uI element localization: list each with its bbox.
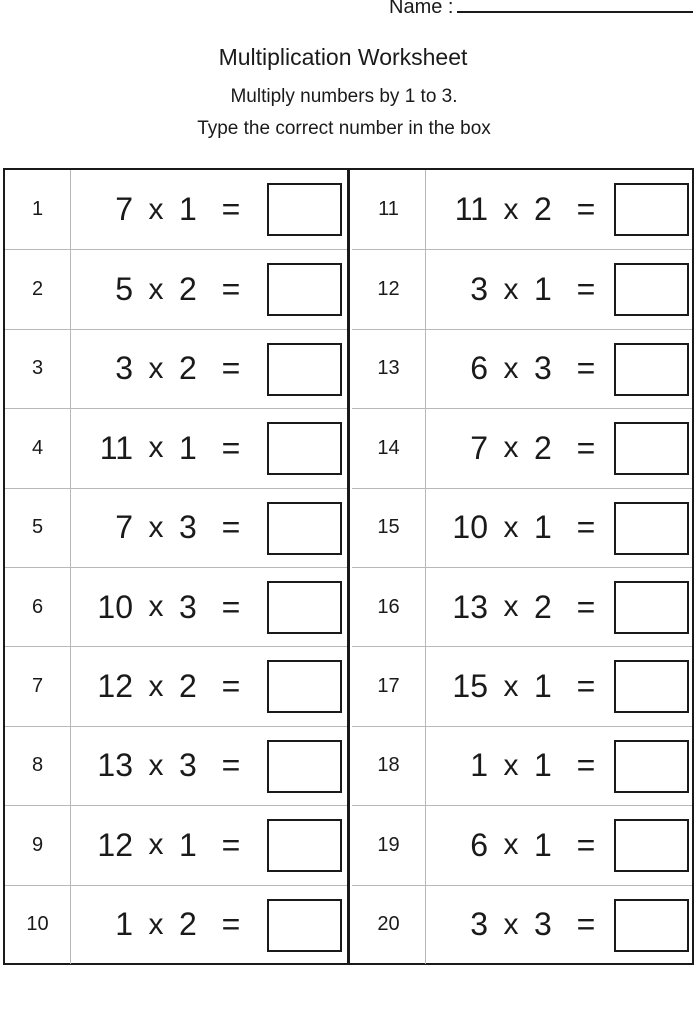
problem-row — [352, 488, 692, 567]
name-field — [389, 0, 693, 19]
problem-row — [5, 408, 349, 487]
answer-input[interactable] — [267, 740, 342, 793]
multiply-sign: x — [503, 272, 519, 306]
equals-sign: = — [576, 668, 596, 705]
multiply-sign: x — [503, 510, 519, 544]
multiply-sign: x — [148, 272, 164, 306]
answer-input[interactable] — [614, 263, 689, 316]
equals-sign: = — [221, 350, 241, 387]
multiplier: 2 — [179, 906, 197, 943]
problem-row — [352, 805, 692, 884]
problem-number: 17 — [352, 647, 426, 725]
problem-expression — [71, 806, 259, 884]
multiplicand: 6 — [470, 826, 488, 863]
problem-number: 19 — [352, 806, 426, 884]
answer-input[interactable] — [614, 819, 689, 872]
equals-sign: = — [576, 826, 596, 863]
multiply-sign: x — [503, 431, 519, 465]
problem-expression — [426, 886, 610, 964]
answer-input[interactable] — [267, 263, 342, 316]
problem-number: 20 — [352, 886, 426, 964]
problem-number: 10 — [5, 886, 71, 964]
multiplicand: 12 — [97, 668, 133, 705]
problem-number: 8 — [5, 727, 71, 805]
multiply-sign: x — [503, 351, 519, 385]
problem-row — [352, 646, 692, 725]
multiplicand: 13 — [452, 588, 488, 625]
column-divider — [347, 168, 350, 965]
multiplicand: 11 — [99, 429, 133, 466]
multiplicand: 1 — [470, 747, 488, 784]
problem-number: 12 — [352, 250, 426, 328]
answer-input[interactable] — [267, 343, 342, 396]
answer-input[interactable] — [267, 819, 342, 872]
problem-row — [5, 726, 349, 805]
problem-number: 13 — [352, 330, 426, 408]
problem-number: 1 — [5, 170, 71, 249]
multiplier: 3 — [179, 509, 197, 546]
equals-sign: = — [221, 429, 241, 466]
equals-sign: = — [221, 588, 241, 625]
multiply-sign: x — [503, 192, 519, 226]
problem-row — [5, 646, 349, 725]
multiplier: 1 — [534, 826, 552, 863]
equals-sign: = — [221, 191, 241, 228]
problem-expression — [426, 170, 610, 249]
problem-row — [352, 885, 692, 964]
problem-row — [5, 329, 349, 408]
problem-row — [5, 885, 349, 964]
answer-input[interactable] — [614, 422, 689, 475]
problem-row — [5, 488, 349, 567]
multiplier: 2 — [179, 350, 197, 387]
answer-input[interactable] — [614, 581, 689, 634]
multiply-sign: x — [148, 192, 164, 226]
equals-sign: = — [576, 271, 596, 308]
equals-sign: = — [576, 429, 596, 466]
multiplicand: 12 — [97, 826, 133, 863]
problem-expression — [71, 886, 259, 964]
multiply-sign: x — [148, 590, 164, 624]
multiply-sign: x — [503, 828, 519, 862]
problem-expression — [426, 250, 610, 328]
multiplier: 1 — [534, 668, 552, 705]
instructions-line-2: Type the correct number in the box — [197, 118, 491, 139]
problem-expression — [71, 409, 259, 487]
multiplier: 3 — [179, 588, 197, 625]
answer-input[interactable] — [267, 183, 342, 236]
problem-number: 2 — [5, 250, 71, 328]
multiplicand: 3 — [115, 350, 133, 387]
multiplier: 2 — [534, 588, 552, 625]
problem-row — [5, 249, 349, 328]
multiply-sign: x — [148, 431, 164, 465]
multiplicand: 7 — [470, 429, 488, 466]
multiply-sign: x — [503, 669, 519, 703]
answer-input[interactable] — [614, 343, 689, 396]
name-label: Name : — [389, 0, 454, 18]
problem-row — [352, 408, 692, 487]
problem-number: 16 — [352, 568, 426, 646]
multiplicand: 3 — [470, 906, 488, 943]
problem-number: 7 — [5, 647, 71, 725]
equals-sign: = — [576, 350, 596, 387]
problem-expression — [71, 489, 259, 567]
problem-number: 18 — [352, 727, 426, 805]
multiply-sign: x — [148, 510, 164, 544]
answer-input[interactable] — [267, 899, 342, 952]
problem-expression — [426, 727, 610, 805]
equals-sign: = — [221, 747, 241, 784]
multiplier: 1 — [534, 747, 552, 784]
answer-input[interactable] — [614, 502, 689, 555]
problem-expression — [426, 489, 610, 567]
answer-input[interactable] — [614, 183, 689, 236]
multiply-sign: x — [148, 828, 164, 862]
multiply-sign: x — [503, 748, 519, 782]
problem-number: 6 — [5, 568, 71, 646]
problem-row — [5, 170, 349, 249]
problem-row — [352, 329, 692, 408]
multiplier: 2 — [534, 429, 552, 466]
problem-expression — [71, 250, 259, 328]
multiply-sign: x — [148, 669, 164, 703]
problem-number: 9 — [5, 806, 71, 884]
problem-expression — [71, 568, 259, 646]
problem-row — [5, 567, 349, 646]
answer-input[interactable] — [614, 740, 689, 793]
multiplicand: 13 — [97, 747, 133, 784]
multiply-sign: x — [503, 590, 519, 624]
problem-expression — [426, 330, 610, 408]
equals-sign: = — [221, 906, 241, 943]
problem-expression — [71, 727, 259, 805]
problem-number: 14 — [352, 409, 426, 487]
problem-row — [5, 805, 349, 884]
problem-number: 3 — [5, 330, 71, 408]
problem-expression — [71, 647, 259, 725]
equals-sign: = — [221, 271, 241, 308]
problem-number: 4 — [5, 409, 71, 487]
problem-row — [352, 249, 692, 328]
multiply-sign: x — [148, 748, 164, 782]
problem-expression — [426, 647, 610, 725]
problem-number: 15 — [352, 489, 426, 567]
multiplier: 3 — [534, 906, 552, 943]
problem-row — [352, 726, 692, 805]
answer-input[interactable] — [267, 502, 342, 555]
problem-expression — [71, 170, 259, 249]
problem-expression — [426, 568, 610, 646]
multiplicand: 10 — [452, 509, 488, 546]
multiplicand: 10 — [97, 588, 133, 625]
multiplicand: 7 — [115, 509, 133, 546]
name-line[interactable] — [457, 11, 693, 13]
multiplier: 2 — [534, 191, 552, 228]
multiplier: 1 — [179, 429, 197, 466]
equals-sign: = — [576, 588, 596, 625]
answer-input[interactable] — [614, 899, 689, 952]
multiplicand: 3 — [470, 271, 488, 308]
multiplicand: 11 — [454, 191, 488, 228]
multiplier: 1 — [179, 826, 197, 863]
multiply-sign: x — [503, 907, 519, 941]
answer-input[interactable] — [267, 581, 342, 634]
equals-sign: = — [576, 747, 596, 784]
equals-sign: = — [576, 191, 596, 228]
equals-sign: = — [221, 826, 241, 863]
answer-input[interactable] — [267, 660, 342, 713]
multiplicand: 6 — [470, 350, 488, 387]
multiplicand: 7 — [115, 191, 133, 228]
multiply-sign: x — [148, 907, 164, 941]
multiplier: 2 — [179, 668, 197, 705]
answer-input[interactable] — [267, 422, 342, 475]
multiplier: 2 — [179, 271, 197, 308]
worksheet-title: Multiplication Worksheet — [218, 44, 468, 70]
multiplier: 3 — [534, 350, 552, 387]
multiplicand: 1 — [115, 906, 133, 943]
problem-expression — [426, 409, 610, 487]
equals-sign: = — [576, 906, 596, 943]
problem-number: 5 — [5, 489, 71, 567]
instructions-line-1: Multiply numbers by 1 to 3. — [230, 86, 458, 107]
answer-input[interactable] — [614, 660, 689, 713]
problem-number: 11 — [352, 170, 426, 249]
multiply-sign: x — [148, 351, 164, 385]
equals-sign: = — [576, 509, 596, 546]
problem-column-right — [352, 170, 692, 963]
equals-sign: = — [221, 668, 241, 705]
problem-column-left — [5, 170, 349, 963]
multiplier: 1 — [179, 191, 197, 228]
multiplicand: 15 — [452, 668, 488, 705]
problem-row — [352, 567, 692, 646]
problem-expression — [426, 806, 610, 884]
multiplicand: 5 — [115, 271, 133, 308]
multiplier: 1 — [534, 509, 552, 546]
problem-expression — [71, 330, 259, 408]
problem-row — [352, 170, 692, 249]
multiplier: 3 — [179, 747, 197, 784]
equals-sign: = — [221, 509, 241, 546]
multiplier: 1 — [534, 271, 552, 308]
